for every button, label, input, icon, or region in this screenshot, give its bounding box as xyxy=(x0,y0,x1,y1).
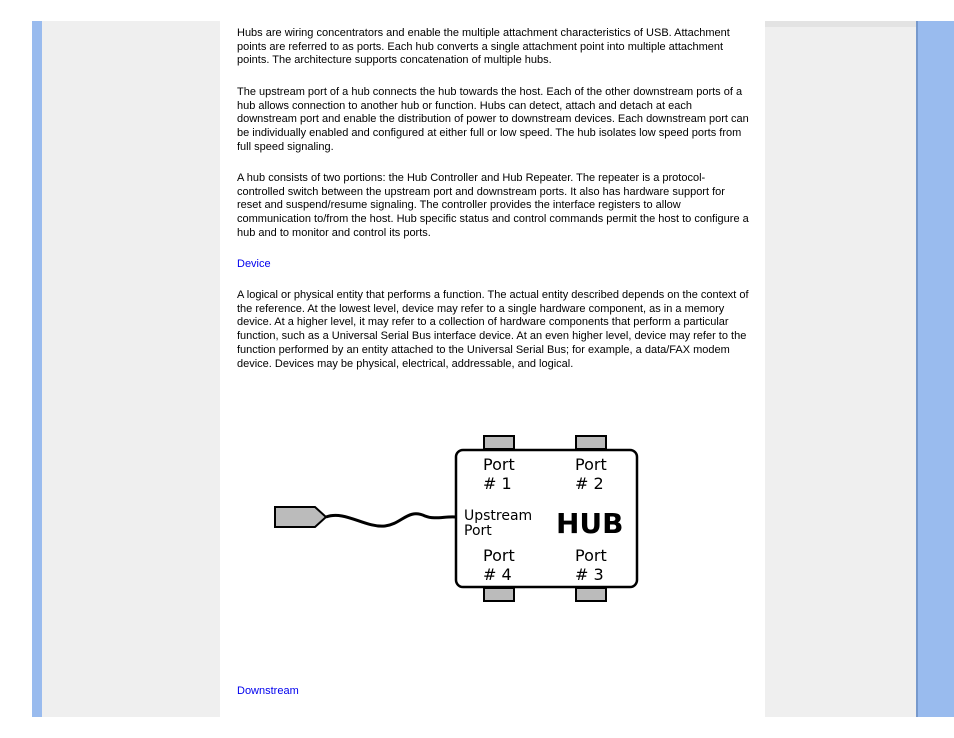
port1-label-line2: # 1 xyxy=(483,474,512,493)
upstream-label-line1: Upstream xyxy=(464,508,533,524)
upstream-cable xyxy=(326,514,456,526)
left-margin-panel xyxy=(42,21,220,717)
device-link[interactable]: Device xyxy=(237,258,271,270)
port2-label-line2: # 2 xyxy=(575,474,604,493)
upstream-label-line2: Port xyxy=(464,523,492,539)
paragraph-hub-portions: A hub consists of two portions: the Hub Controller and Hub Repeater. The repeater is a protocol-controlled switch between the upstream port and downstream ports. It also has hardware support for reset and suspend/resume signaling. The controller provides the interface registers to allow communication to/from the host. Hub specific status and control commands permit the host to configure a hub and to monitor and control its ports. xyxy=(237,172,749,239)
hub-diagram-svg xyxy=(270,430,650,610)
right-margin-header xyxy=(765,21,918,27)
port1-label-line1: Port xyxy=(483,455,515,474)
port3-connector xyxy=(576,588,606,601)
paragraph-device-definition: A logical or physical entity that performs a function. The actual entity described depends on the context of the reference. At the lowest level, device may refer to a single hardware component, as in a memory device. At a higher level, it may refer to a collection of hardware components that perform a particular function, such as a Universal Serial Bus interface device. At an even higher level, device may refer to the function performed by an entity attached to the Universal Serial Bus; for example, a data/FAX modem device. Devices may be physical, electrical, addressable, and logical. xyxy=(237,289,749,370)
hub-diagram xyxy=(270,430,650,610)
port2-label-line1: Port xyxy=(575,455,607,474)
port1-connector xyxy=(484,436,514,449)
hub-title: HUB xyxy=(556,507,624,540)
paragraph-hubs-intro: Hubs are wiring concentrators and enable the multiple attachment characteristics of USB. Attachment points are referred to as ports. Each hub converts a single attachment point into multiple attachment points. The architecture supports concatenation of multiple hubs. xyxy=(237,27,730,67)
right-margin-panel xyxy=(765,21,918,717)
upstream-plug xyxy=(275,507,326,527)
port4-label-line2: # 4 xyxy=(483,565,512,584)
paragraph-upstream-port: The upstream port of a hub connects the hub towards the host. Each of the other downstream ports of a hub allows connection to another hub or function. Hubs can detect, attach and detach at each downstream port and enable the distribution of power to downstream devices. Each downstream port can be individually enabled and configured at either full or low speed. The hub isolates low speed ports from full speed signaling. xyxy=(237,86,749,153)
right-frame-bar xyxy=(918,21,954,717)
port3-label-line2: # 3 xyxy=(575,565,604,584)
downstream-link[interactable]: Downstream xyxy=(237,685,299,697)
port2-connector xyxy=(576,436,606,449)
port4-connector xyxy=(484,588,514,601)
port4-label-line1: Port xyxy=(483,546,515,565)
port3-label-line1: Port xyxy=(575,546,607,565)
left-frame-bar xyxy=(32,21,42,717)
